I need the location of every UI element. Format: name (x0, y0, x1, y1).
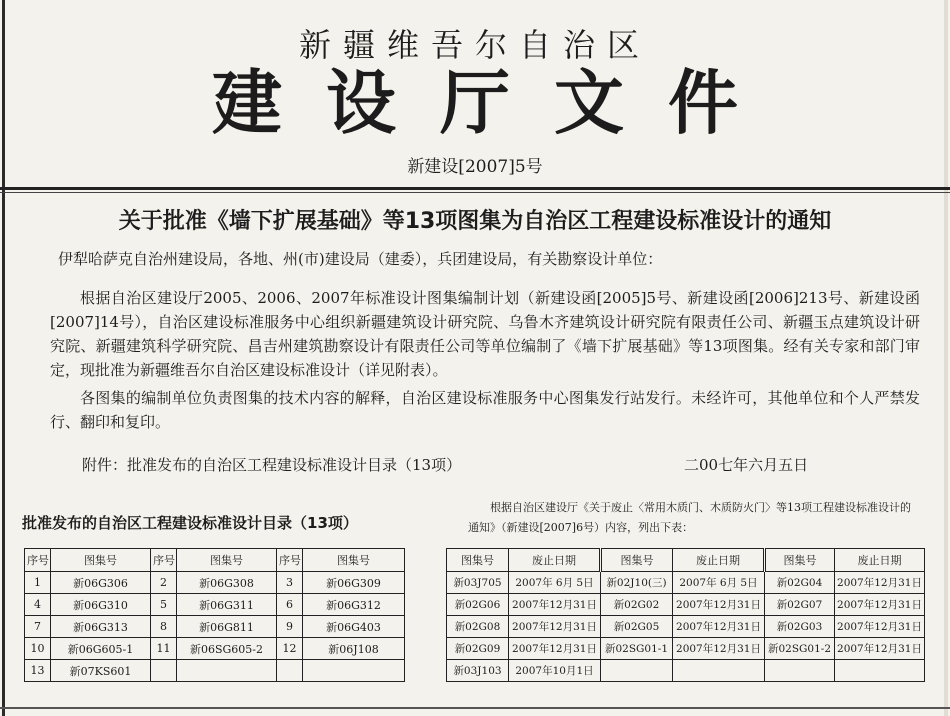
table-cell (601, 660, 673, 682)
header-rule-thick (0, 187, 950, 190)
table-cell: 新03J103 (447, 660, 509, 682)
table-cell: 新02SG01-1 (601, 638, 673, 660)
table-cell: 新06G310 (51, 594, 151, 616)
table-cell (673, 660, 765, 682)
issue-date: 二00七年六月五日 (684, 456, 809, 474)
table-cell: 11 (151, 638, 177, 660)
table-cell: 2007年12月31日 (835, 616, 925, 638)
table-cell: 2007年 6月 5日 (673, 572, 765, 594)
table-cell: 新06G605-1 (51, 638, 151, 660)
header-cell: 图集号 (51, 549, 151, 572)
table-cell: 2 (151, 572, 177, 594)
recipients: 伊犁哈萨克自治州建设局，各地、州(市)建设局（建委），兵团建设局，有关勘察设计单位： (58, 250, 663, 268)
table-row (447, 594, 925, 616)
table-cell: 新06G811 (177, 616, 277, 638)
table-row (447, 638, 925, 660)
table-cell: 5 (151, 594, 177, 616)
table-row (447, 616, 925, 638)
table-cell: 新02J10(三) (601, 572, 673, 594)
table-cell: 9 (277, 616, 303, 638)
header-cell: 图集号 (303, 549, 405, 572)
footer-rule (0, 707, 950, 709)
paragraph-basis: 根据自治区建设厅2005、2006、2007年标准设计图集编制计划（新建设函[2005]5号、新建设函[2006]213号、新建设函[2007]14号），自治区建设标准服务中心组织新疆建筑设计研究院、乌鲁木齐建筑设计研究院有限责任公司、新疆玉点建筑设计研究院、新疆建筑科学研究院、昌吉州建筑勘察设计有限责任公司等单位编制了《墙下扩展基础》等13项图集。经有关专家和部门审定，现批准为新疆维吾尔自治区建设标准设计（详见附表）。 (50, 289, 920, 379)
table-row (447, 572, 925, 594)
table-cell: 8 (151, 616, 177, 638)
abolished-list-caption: 根据自治区建设厅《关于废止〈常用木质门、木质防火门〉等13项工程建设标准设计的通知》（新建设[2007]6号）内容，列出下表： (468, 501, 911, 534)
document-number: 新建设[2007]5号 (407, 157, 543, 177)
header-rule-thin (0, 192, 950, 193)
table-cell: 6 (277, 594, 303, 616)
abolished-standards-table (446, 548, 925, 682)
document-title: 建设厅文件 (212, 61, 782, 144)
table-cell: 新06SG605-2 (177, 638, 277, 660)
approved-standards-table (24, 548, 405, 682)
table-cell: 13 (25, 660, 51, 682)
table-cell: 2007年12月31日 (509, 594, 601, 616)
table-cell: 新02G02 (601, 594, 673, 616)
issuer-name: 新疆维吾尔自治区 (298, 26, 651, 64)
table-cell: 新02G05 (601, 616, 673, 638)
table-cell: 新02G08 (447, 616, 509, 638)
table-cell: 新03J705 (447, 572, 509, 594)
table-cell: 2007年10月1日 (509, 660, 601, 682)
table-cell (177, 660, 277, 682)
paragraph-distribution: 各图集的编制单位负责图集的技术内容的解释，自治区建设标准服务中心图集发行站发行。未经许可，其他单位和个人严禁发行、翻印和复印。 (50, 389, 920, 431)
table-cell: 7 (25, 616, 51, 638)
table-cell: 新06G313 (51, 616, 151, 638)
table-row (25, 594, 405, 616)
table-cell (303, 660, 405, 682)
table-cell: 4 (25, 594, 51, 616)
table-cell: 新06G403 (303, 616, 405, 638)
table-cell: 2007年 6月 5日 (509, 572, 601, 594)
table-cell: 12 (277, 638, 303, 660)
table-cell: 新02G04 (765, 572, 835, 594)
table-cell (277, 660, 303, 682)
table-cell: 2007年12月31日 (835, 572, 925, 594)
table-cell (835, 660, 925, 682)
table-cell: 2007年12月31日 (509, 638, 601, 660)
table-cell: 新06G306 (51, 572, 151, 594)
approved-list-caption: 批准发布的自治区工程建设标准设计目录（13项） (22, 514, 358, 532)
table-cell (151, 660, 177, 682)
table-cell: 2007年12月31日 (835, 594, 925, 616)
header-cell: 图集号 (765, 549, 835, 572)
table-row (25, 616, 405, 638)
header-cell: 序号 (151, 549, 177, 572)
table-header-row (447, 549, 925, 572)
header-cell: 序号 (25, 549, 51, 572)
table-cell: 新02G06 (447, 594, 509, 616)
table-cell: 新02G09 (447, 638, 509, 660)
table-cell: 新06G311 (177, 594, 277, 616)
header-cell: 图集号 (177, 549, 277, 572)
table-cell: 2007年12月31日 (673, 594, 765, 616)
table-cell: 新06G309 (303, 572, 405, 594)
table-cell: 新06J108 (303, 638, 405, 660)
header-cell: 图集号 (601, 549, 673, 572)
table-row (25, 572, 405, 594)
header-cell: 图集号 (447, 549, 509, 572)
table-cell: 2007年12月31日 (673, 638, 765, 660)
header-cell: 废止日期 (835, 549, 925, 572)
table-cell: 新06G312 (303, 594, 405, 616)
table-header-row (25, 549, 405, 572)
header-cell: 序号 (277, 549, 303, 572)
header-cell: 废止日期 (673, 549, 765, 572)
table-cell: 新06G308 (177, 572, 277, 594)
table-row (25, 660, 405, 682)
table-cell: 新07KS601 (51, 660, 151, 682)
table-cell: 2007年12月31日 (835, 638, 925, 660)
notice-title: 关于批准《墙下扩展基础》等13项图集为自治区工程建设标准设计的通知 (118, 209, 832, 234)
table-cell: 新02G07 (765, 594, 835, 616)
table-row (447, 660, 925, 682)
table-cell: 3 (277, 572, 303, 594)
table-cell (765, 660, 835, 682)
table-row (25, 638, 405, 660)
header-cell: 废止日期 (509, 549, 601, 572)
table-cell: 10 (25, 638, 51, 660)
table-cell: 2007年12月31日 (509, 616, 601, 638)
table-cell: 1 (25, 572, 51, 594)
table-cell: 新02G03 (765, 616, 835, 638)
attachment-line: 附件：批准发布的自治区工程建设标准设计目录（13项） (82, 456, 462, 474)
table-cell: 新02SG01-2 (765, 638, 835, 660)
table-cell: 2007年12月31日 (673, 616, 765, 638)
